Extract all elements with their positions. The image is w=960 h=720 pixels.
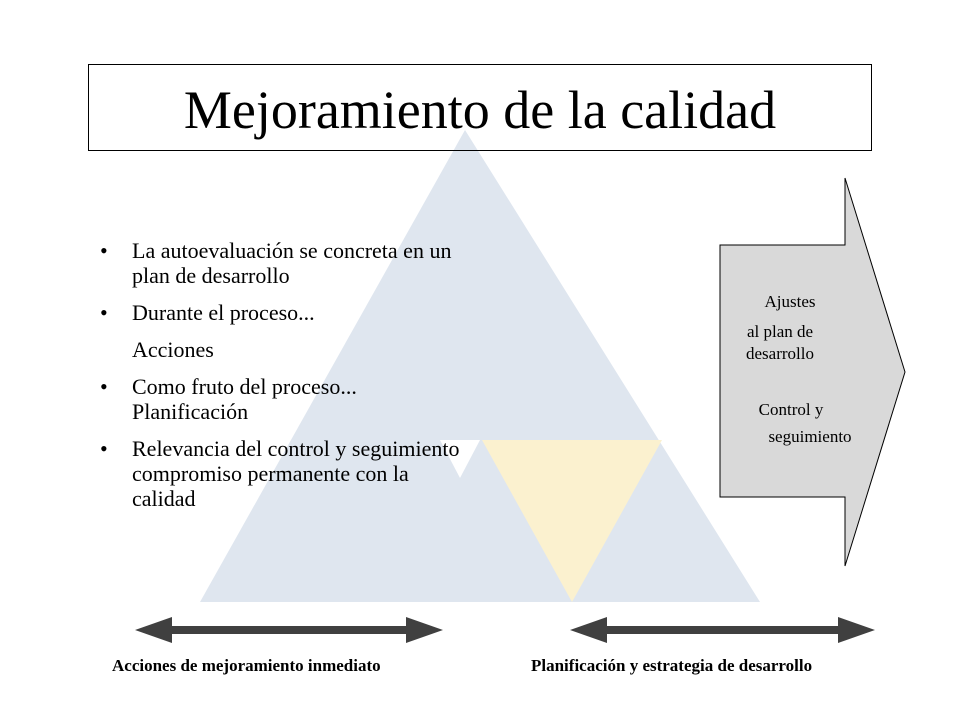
bullet-line: Acciones <box>132 337 214 362</box>
sub-item <box>100 337 550 362</box>
arrow-line: al plan de <box>746 322 814 341</box>
arrow-line: seguimiento <box>768 427 852 446</box>
arrow-text-control <box>748 399 834 421</box>
bullet-dot: • <box>100 374 108 399</box>
page-title: Mejoramiento de la calidad <box>183 79 777 140</box>
right-bottom-label: Planificación y estrategia de desarrollo <box>531 656 813 675</box>
bullet-line: Durante el proceso... <box>132 300 315 325</box>
bullet-line: Como fruto del proceso... <box>132 374 357 399</box>
arrow-line: Control y <box>758 400 824 419</box>
arrow-text-plan <box>738 321 822 365</box>
bullet-list <box>100 238 550 523</box>
right-double-arrow <box>570 617 875 643</box>
arrow-text-seguimiento <box>750 426 870 448</box>
bullet-item <box>100 300 550 325</box>
arrow-text-ajustes <box>748 291 832 313</box>
arrow-line: Ajustes <box>764 292 816 311</box>
left-bottom-label: Acciones de mejoramiento inmediato <box>112 656 381 675</box>
bullet-line: Planificación <box>132 399 249 424</box>
bullet-dot: • <box>100 300 108 325</box>
bullet-line: plan de desarrollo <box>132 263 290 288</box>
bullet-line: calidad <box>132 486 196 511</box>
bullet-item <box>100 436 550 511</box>
left-double-arrow <box>135 617 443 643</box>
bullet-dot: • <box>100 238 108 263</box>
bullet-line: compromiso permanente con la <box>132 461 409 486</box>
bullet-item <box>100 238 550 288</box>
arrow-line: desarrollo <box>746 344 814 363</box>
bullet-line: La autoevaluación se concreta en un <box>132 238 452 263</box>
right-arrow-shape <box>720 178 905 566</box>
title-box <box>88 64 872 151</box>
bullet-dot: • <box>100 436 108 461</box>
bullet-item <box>100 374 550 424</box>
bullet-line: Relevancia del control y seguimiento <box>132 436 460 461</box>
